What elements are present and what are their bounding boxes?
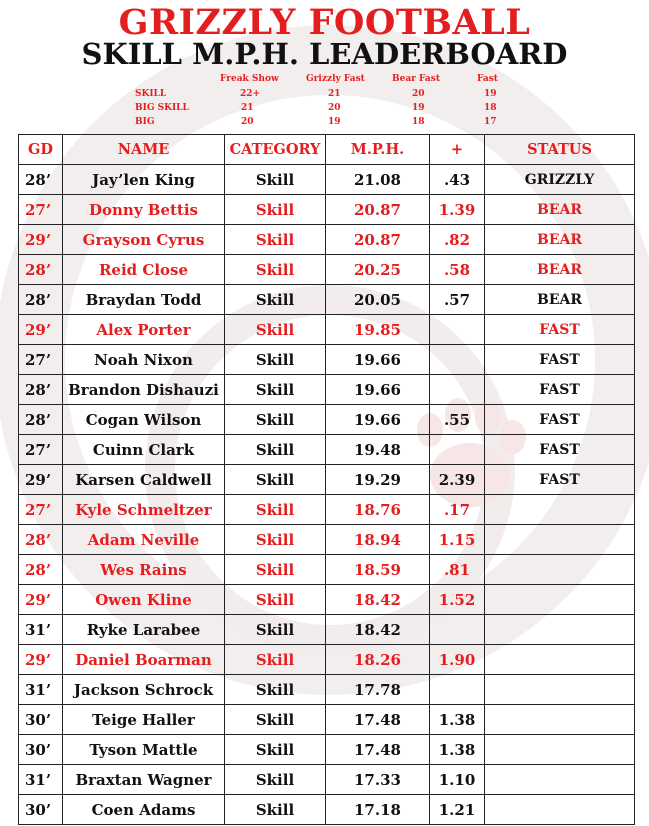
legend-value: 20 <box>412 89 425 99</box>
gd-cell: 28’ <box>19 555 63 585</box>
category-cell: Skill <box>225 675 326 705</box>
column-header-mph: M.P.H. <box>326 135 430 165</box>
player-name-cell: Reid Close <box>63 255 225 285</box>
player-name-cell: Donny Bettis <box>63 195 225 225</box>
player-name-cell: Daniel Boarman <box>63 645 225 675</box>
status-cell <box>485 705 635 735</box>
status-cell <box>485 795 635 825</box>
category-cell: Skill <box>225 495 326 525</box>
gd-cell: 27’ <box>19 435 63 465</box>
leaderboard-table <box>18 134 635 825</box>
category-cell: Skill <box>225 765 326 795</box>
legend-row-label: BIG SKILL <box>135 103 189 113</box>
table-row <box>19 585 635 615</box>
mph-cell: 19.29 <box>326 465 430 495</box>
category-cell: Skill <box>225 465 326 495</box>
column-header-plus: + <box>430 135 485 165</box>
plus-cell: 2.39 <box>430 465 485 495</box>
leaderboard-body <box>19 165 635 825</box>
gd-cell: 28’ <box>19 405 63 435</box>
category-cell: Skill <box>225 315 326 345</box>
gd-cell: 29’ <box>19 585 63 615</box>
table-row <box>19 255 635 285</box>
player-name-cell: Jay’len King <box>63 165 225 195</box>
table-row <box>19 225 635 255</box>
gd-cell: 28’ <box>19 165 63 195</box>
legend-value: 19 <box>412 103 425 113</box>
table-row <box>19 465 635 495</box>
category-cell: Skill <box>225 255 326 285</box>
legend-row-label: BIG <box>135 117 155 127</box>
category-cell: Skill <box>225 615 326 645</box>
category-cell: Skill <box>225 555 326 585</box>
legend-col-header: Freak Show <box>220 74 279 84</box>
mph-cell: 17.18 <box>326 795 430 825</box>
status-cell <box>485 615 635 645</box>
table-row <box>19 195 635 225</box>
table-row <box>19 675 635 705</box>
mph-cell: 17.48 <box>326 705 430 735</box>
legend-value: 18 <box>484 103 497 113</box>
mph-cell: 19.66 <box>326 345 430 375</box>
table-row <box>19 345 635 375</box>
player-name-cell: Jackson Schrock <box>63 675 225 705</box>
gd-cell: 28’ <box>19 375 63 405</box>
plus-cell: 1.39 <box>430 195 485 225</box>
category-cell: Skill <box>225 705 326 735</box>
plus-cell <box>430 675 485 705</box>
player-name-cell: Cuinn Clark <box>63 435 225 465</box>
column-header-status: STATUS <box>485 135 635 165</box>
player-name-cell: Alex Porter <box>63 315 225 345</box>
gd-cell: 29’ <box>19 225 63 255</box>
legend-value: 21 <box>241 103 254 113</box>
mph-cell: 20.87 <box>326 225 430 255</box>
plus-cell: .55 <box>430 405 485 435</box>
status-cell: BEAR <box>485 225 635 255</box>
gd-cell: 28’ <box>19 255 63 285</box>
player-name-cell: Braxtan Wagner <box>63 765 225 795</box>
plus-cell: 1.90 <box>430 645 485 675</box>
table-row <box>19 285 635 315</box>
player-name-cell: Noah Nixon <box>63 345 225 375</box>
status-cell: BEAR <box>485 285 635 315</box>
mph-cell: 20.25 <box>326 255 430 285</box>
page-title: GRIZZLY FOOTBALL <box>118 2 531 43</box>
mph-cell: 18.26 <box>326 645 430 675</box>
player-name-cell: Coen Adams <box>63 795 225 825</box>
category-cell: Skill <box>225 795 326 825</box>
mph-cell: 18.59 <box>326 555 430 585</box>
mph-cell: 19.48 <box>326 435 430 465</box>
category-cell: Skill <box>225 435 326 465</box>
status-cell <box>485 645 635 675</box>
category-cell: Skill <box>225 645 326 675</box>
column-header-category: CATEGORY <box>225 135 326 165</box>
plus-cell <box>430 345 485 375</box>
status-cell: BEAR <box>485 195 635 225</box>
plus-cell <box>430 315 485 345</box>
status-cell <box>485 765 635 795</box>
status-cell: FAST <box>485 315 635 345</box>
category-cell: Skill <box>225 195 326 225</box>
plus-cell: 1.15 <box>430 525 485 555</box>
player-name-cell: Kyle Schmeltzer <box>63 495 225 525</box>
status-cell <box>485 495 635 525</box>
plus-cell: 1.21 <box>430 795 485 825</box>
legend-value: 19 <box>328 117 341 127</box>
legend-value: 20 <box>328 103 341 113</box>
player-name-cell: Wes Rains <box>63 555 225 585</box>
status-cell <box>485 675 635 705</box>
plus-cell <box>430 615 485 645</box>
table-row <box>19 525 635 555</box>
gd-cell: 31’ <box>19 615 63 645</box>
status-cell: FAST <box>485 345 635 375</box>
plus-cell: 1.38 <box>430 735 485 765</box>
player-name-cell: Tyson Mattle <box>63 735 225 765</box>
table-header-row <box>19 135 635 165</box>
gd-cell: 31’ <box>19 675 63 705</box>
gd-cell: 29’ <box>19 465 63 495</box>
legend-col-header: Grizzly Fast <box>306 74 365 84</box>
category-cell: Skill <box>225 735 326 765</box>
table-row <box>19 795 635 825</box>
player-name-cell: Grayson Cyrus <box>63 225 225 255</box>
gd-cell: 27’ <box>19 495 63 525</box>
plus-cell: .17 <box>430 495 485 525</box>
mph-cell: 21.08 <box>326 165 430 195</box>
legend-value: 21 <box>328 89 341 99</box>
gd-cell: 28’ <box>19 525 63 555</box>
table-row <box>19 315 635 345</box>
status-cell: BEAR <box>485 255 635 285</box>
mph-cell: 20.05 <box>326 285 430 315</box>
mph-cell: 17.48 <box>326 735 430 765</box>
legend-value: 19 <box>484 89 497 99</box>
legend-value: 22+ <box>240 89 261 99</box>
gd-cell: 27’ <box>19 345 63 375</box>
player-name-cell: Adam Neville <box>63 525 225 555</box>
player-name-cell: Brandon Dishauzi <box>63 375 225 405</box>
table-row <box>19 405 635 435</box>
plus-cell <box>430 435 485 465</box>
plus-cell: .43 <box>430 165 485 195</box>
plus-cell: 1.52 <box>430 585 485 615</box>
category-cell: Skill <box>225 405 326 435</box>
player-name-cell: Cogan Wilson <box>63 405 225 435</box>
plus-cell: .58 <box>430 255 485 285</box>
gd-cell: 30’ <box>19 705 63 735</box>
column-header-name: NAME <box>63 135 225 165</box>
plus-cell: 1.10 <box>430 765 485 795</box>
table-row <box>19 705 635 735</box>
mph-cell: 18.42 <box>326 585 430 615</box>
table-row <box>19 165 635 195</box>
legend-col-header: Bear Fast <box>392 74 440 84</box>
table-row <box>19 735 635 765</box>
gd-cell: 30’ <box>19 735 63 765</box>
page-subtitle: SKILL M.P.H. LEADERBOARD <box>81 37 568 71</box>
speed-threshold-legend <box>0 74 649 130</box>
mph-cell: 18.94 <box>326 525 430 555</box>
table-row <box>19 555 635 585</box>
legend-value: 18 <box>412 117 425 127</box>
status-cell <box>485 585 635 615</box>
player-name-cell: Karsen Caldwell <box>63 465 225 495</box>
category-cell: Skill <box>225 165 326 195</box>
plus-cell: .57 <box>430 285 485 315</box>
table-row <box>19 435 635 465</box>
table-row <box>19 615 635 645</box>
plus-cell: 1.38 <box>430 705 485 735</box>
table-row <box>19 765 635 795</box>
status-cell <box>485 525 635 555</box>
gd-cell: 31’ <box>19 765 63 795</box>
gd-cell: 29’ <box>19 645 63 675</box>
legend-col-header: Fast <box>477 74 498 84</box>
status-cell <box>485 735 635 765</box>
table-row <box>19 375 635 405</box>
category-cell: Skill <box>225 345 326 375</box>
plus-cell: .82 <box>430 225 485 255</box>
legend-value: 17 <box>484 117 497 127</box>
legend-value: 20 <box>241 117 254 127</box>
gd-cell: 28’ <box>19 285 63 315</box>
mph-cell: 18.42 <box>326 615 430 645</box>
category-cell: Skill <box>225 585 326 615</box>
mph-cell: 19.66 <box>326 405 430 435</box>
table-row <box>19 495 635 525</box>
mph-cell: 19.66 <box>326 375 430 405</box>
player-name-cell: Braydan Todd <box>63 285 225 315</box>
status-cell <box>485 555 635 585</box>
status-cell: GRIZZLY <box>485 165 635 195</box>
status-cell: FAST <box>485 375 635 405</box>
plus-cell <box>430 375 485 405</box>
mph-cell: 17.78 <box>326 675 430 705</box>
gd-cell: 27’ <box>19 195 63 225</box>
category-cell: Skill <box>225 285 326 315</box>
status-cell: FAST <box>485 435 635 465</box>
plus-cell: .81 <box>430 555 485 585</box>
mph-cell: 17.33 <box>326 765 430 795</box>
player-name-cell: Ryke Larabee <box>63 615 225 645</box>
gd-cell: 29’ <box>19 315 63 345</box>
category-cell: Skill <box>225 375 326 405</box>
status-cell: FAST <box>485 465 635 495</box>
mph-cell: 18.76 <box>326 495 430 525</box>
category-cell: Skill <box>225 225 326 255</box>
column-header-gd: GD <box>19 135 63 165</box>
status-cell: FAST <box>485 405 635 435</box>
mph-cell: 19.85 <box>326 315 430 345</box>
player-name-cell: Owen Kline <box>63 585 225 615</box>
mph-cell: 20.87 <box>326 195 430 225</box>
gd-cell: 30’ <box>19 795 63 825</box>
legend-row-label: SKILL <box>135 89 167 99</box>
player-name-cell: Teige Haller <box>63 705 225 735</box>
category-cell: Skill <box>225 525 326 555</box>
table-row <box>19 645 635 675</box>
